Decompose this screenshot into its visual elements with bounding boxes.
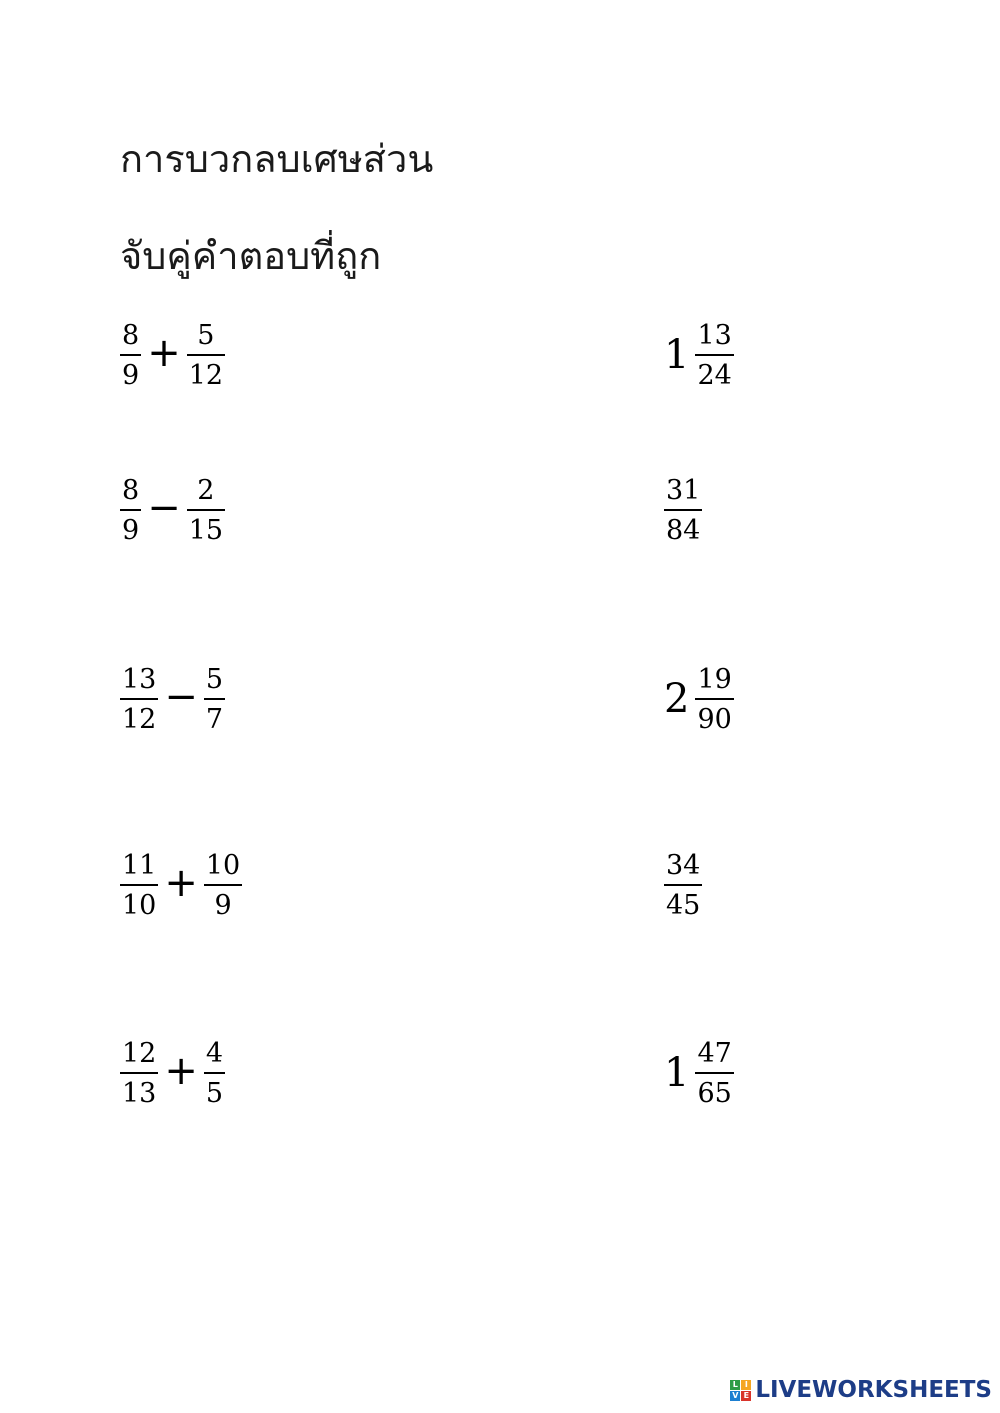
question-5[interactable] (120, 1028, 225, 1118)
numerator: 2 (197, 474, 215, 506)
fraction (120, 1037, 158, 1109)
fraction (204, 663, 225, 735)
answer-3[interactable] (664, 654, 734, 744)
whole-number: 1 (664, 332, 690, 378)
fraction (120, 663, 158, 735)
instruction-text: จับคู่คำตอบที่ถูก (120, 234, 382, 278)
fraction (204, 849, 242, 921)
denominator: 5 (205, 1077, 224, 1109)
logo-text: LIVEWORKSHEETS (755, 1377, 992, 1403)
worksheet-title: การบวกลบเศษส่วน (120, 137, 434, 181)
logo-mark-letter: L (730, 1380, 740, 1390)
numerator: 8 (122, 319, 140, 351)
denominator: 10 (122, 889, 157, 921)
denominator: 15 (188, 514, 224, 546)
denominator: 65 (697, 1077, 732, 1109)
numerator: 12 (122, 1037, 157, 1069)
fraction (204, 1037, 225, 1109)
numerator: 47 (697, 1037, 732, 1069)
fraction (187, 319, 225, 391)
denominator: 90 (697, 703, 732, 735)
question-1[interactable] (120, 310, 225, 400)
operator: + (147, 330, 181, 376)
numerator: 31 (666, 474, 701, 506)
numerator: 11 (122, 849, 157, 881)
operator: − (147, 485, 181, 531)
denominator: 24 (697, 359, 732, 391)
answer-5[interactable] (664, 1028, 734, 1118)
fraction (120, 849, 158, 921)
fraction (695, 1037, 733, 1109)
numerator: 19 (697, 663, 732, 695)
whole-number: 1 (664, 1050, 690, 1096)
numerator: 13 (122, 663, 157, 695)
denominator: 9 (122, 359, 140, 391)
answer-2[interactable] (664, 465, 702, 555)
logo-mark-letter: E (741, 1391, 751, 1401)
operator: + (164, 860, 198, 906)
numerator: 10 (205, 849, 241, 881)
logo-mark-letter: V (732, 1390, 739, 1400)
denominator: 9 (214, 889, 232, 921)
answer-1[interactable] (664, 310, 734, 400)
denominator: 84 (666, 514, 701, 546)
denominator: 7 (205, 703, 224, 735)
question-4[interactable] (120, 840, 242, 930)
numerator: 8 (122, 474, 140, 506)
fraction (695, 663, 733, 735)
fraction (120, 319, 141, 391)
fraction (187, 474, 225, 546)
answer-4[interactable] (664, 840, 702, 930)
numerator: 5 (197, 319, 215, 351)
logo-mark-letter: I (741, 1380, 751, 1390)
logo-mark-icon (730, 1380, 751, 1401)
fraction (664, 849, 702, 921)
whole-number: 2 (664, 676, 690, 722)
fraction (120, 474, 141, 546)
numerator: 5 (205, 663, 224, 695)
question-2[interactable] (120, 465, 225, 555)
denominator: 45 (666, 889, 701, 921)
denominator: 13 (122, 1077, 157, 1109)
numerator: 13 (697, 319, 732, 351)
question-3[interactable] (120, 654, 225, 744)
fraction (695, 319, 733, 391)
liveworksheets-logo (730, 1377, 992, 1403)
denominator: 9 (122, 514, 140, 546)
operator: − (164, 674, 198, 720)
denominator: 12 (122, 703, 157, 735)
denominator: 12 (188, 359, 224, 391)
numerator: 34 (666, 849, 701, 881)
fraction (664, 474, 702, 546)
operator: + (164, 1048, 198, 1094)
numerator: 4 (205, 1037, 224, 1069)
